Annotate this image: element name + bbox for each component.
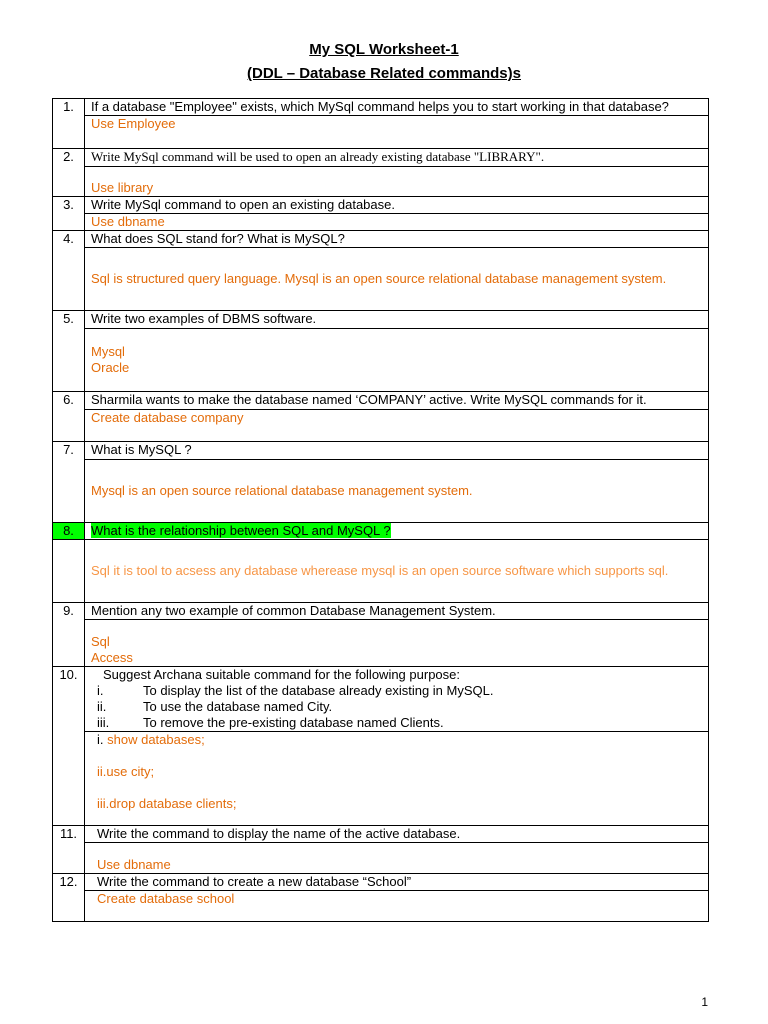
answer-text xyxy=(85,329,709,392)
question-intro: Suggest Archana suitable command for the following purpose: xyxy=(103,667,460,682)
question-text: What is MySQL ? xyxy=(85,442,709,460)
table-row xyxy=(53,826,709,843)
question-text: Write MySql command will be used to open an already existing database "LIBRARY". xyxy=(85,149,709,167)
answer-text: Sql is structured query language. Mysql is an open source relational database management system. xyxy=(85,248,709,311)
answer-text: Use library xyxy=(85,167,709,197)
list-item: iii. To remove the pre-existing database named Clients. xyxy=(97,715,444,730)
question-number: 8. xyxy=(53,523,85,540)
question-number: 11. xyxy=(53,826,85,874)
answer-line: Access xyxy=(91,650,133,665)
question-number: 4. xyxy=(53,231,85,311)
table-row xyxy=(53,442,709,460)
question-number: 3. xyxy=(53,197,85,231)
question-number: 10. xyxy=(53,667,85,826)
table-row xyxy=(53,523,709,540)
answer-text: Use Employee xyxy=(85,116,709,149)
worksheet-table xyxy=(52,98,709,922)
answer-line: Oracle xyxy=(91,360,130,375)
answer-text: Create database company xyxy=(85,410,709,442)
question-text: Write MySql command to open an existing database. xyxy=(85,197,709,214)
table-row xyxy=(53,392,709,410)
table-row xyxy=(53,231,709,248)
table-row xyxy=(53,311,709,329)
answer-line: show databases; xyxy=(107,732,205,747)
question-text: What does SQL stand for? What is MySQL? xyxy=(85,231,709,248)
answer-line: iii.drop database clients; xyxy=(97,796,237,811)
question-text xyxy=(85,667,709,732)
answer-text: Create database school xyxy=(85,891,709,922)
list-item: i. To display the list of the database already existing in MySQL. xyxy=(97,683,494,698)
question-text xyxy=(85,523,709,540)
table-row xyxy=(53,197,709,214)
question-number: 2. xyxy=(53,149,85,197)
highlighted-question: What is the relationship between SQL and MySQL ? xyxy=(91,523,391,538)
question-number: 5. xyxy=(53,311,85,392)
table-row xyxy=(53,874,709,891)
answer-text: Mysql is an open source relational database management system. xyxy=(85,460,709,523)
list-item: ii. To use the database named City. xyxy=(97,699,333,714)
answer-text: Use dbname xyxy=(85,214,709,231)
table-row xyxy=(53,603,709,620)
question-text: If a database "Employee" exists, which MySql command helps you to start working in that database? xyxy=(85,99,709,116)
table-row xyxy=(53,667,709,732)
question-text: Write the command to create a new database “School” xyxy=(85,874,709,891)
worksheet-subtitle: (DDL – Database Related commands)s xyxy=(247,65,521,82)
question-number: 1. xyxy=(53,99,85,149)
question-number: 7. xyxy=(53,442,85,523)
question-text: Write two examples of DBMS software. xyxy=(85,311,709,329)
question-text: Sharmila wants to make the database named ‘COMPANY’ active. Write MySQL commands for it. xyxy=(85,392,709,410)
table-row xyxy=(53,99,709,116)
page-number: 1 xyxy=(701,995,708,1009)
answer-text xyxy=(85,732,709,826)
question-text: Mention any two example of common Database Management System. xyxy=(85,603,709,620)
question-number: 12. xyxy=(53,874,85,922)
answer-text: Use dbname xyxy=(85,843,709,874)
question-number: 9. xyxy=(53,603,85,667)
answer-prefix: i. xyxy=(97,732,108,747)
answer-text xyxy=(85,620,709,667)
answer-line: Sql xyxy=(91,634,110,649)
answer-line: Mysql xyxy=(91,344,125,359)
question-number: 6. xyxy=(53,392,85,442)
answer-text: Sql it is tool to acsess any database wherease mysql is an open source software which supports sql. xyxy=(85,540,709,603)
question-text: Write the command to display the name of the active database. xyxy=(85,826,709,843)
worksheet-title: My SQL Worksheet-1 xyxy=(309,41,459,58)
answer-line: ii.use city; xyxy=(97,764,155,779)
table-row xyxy=(53,149,709,167)
